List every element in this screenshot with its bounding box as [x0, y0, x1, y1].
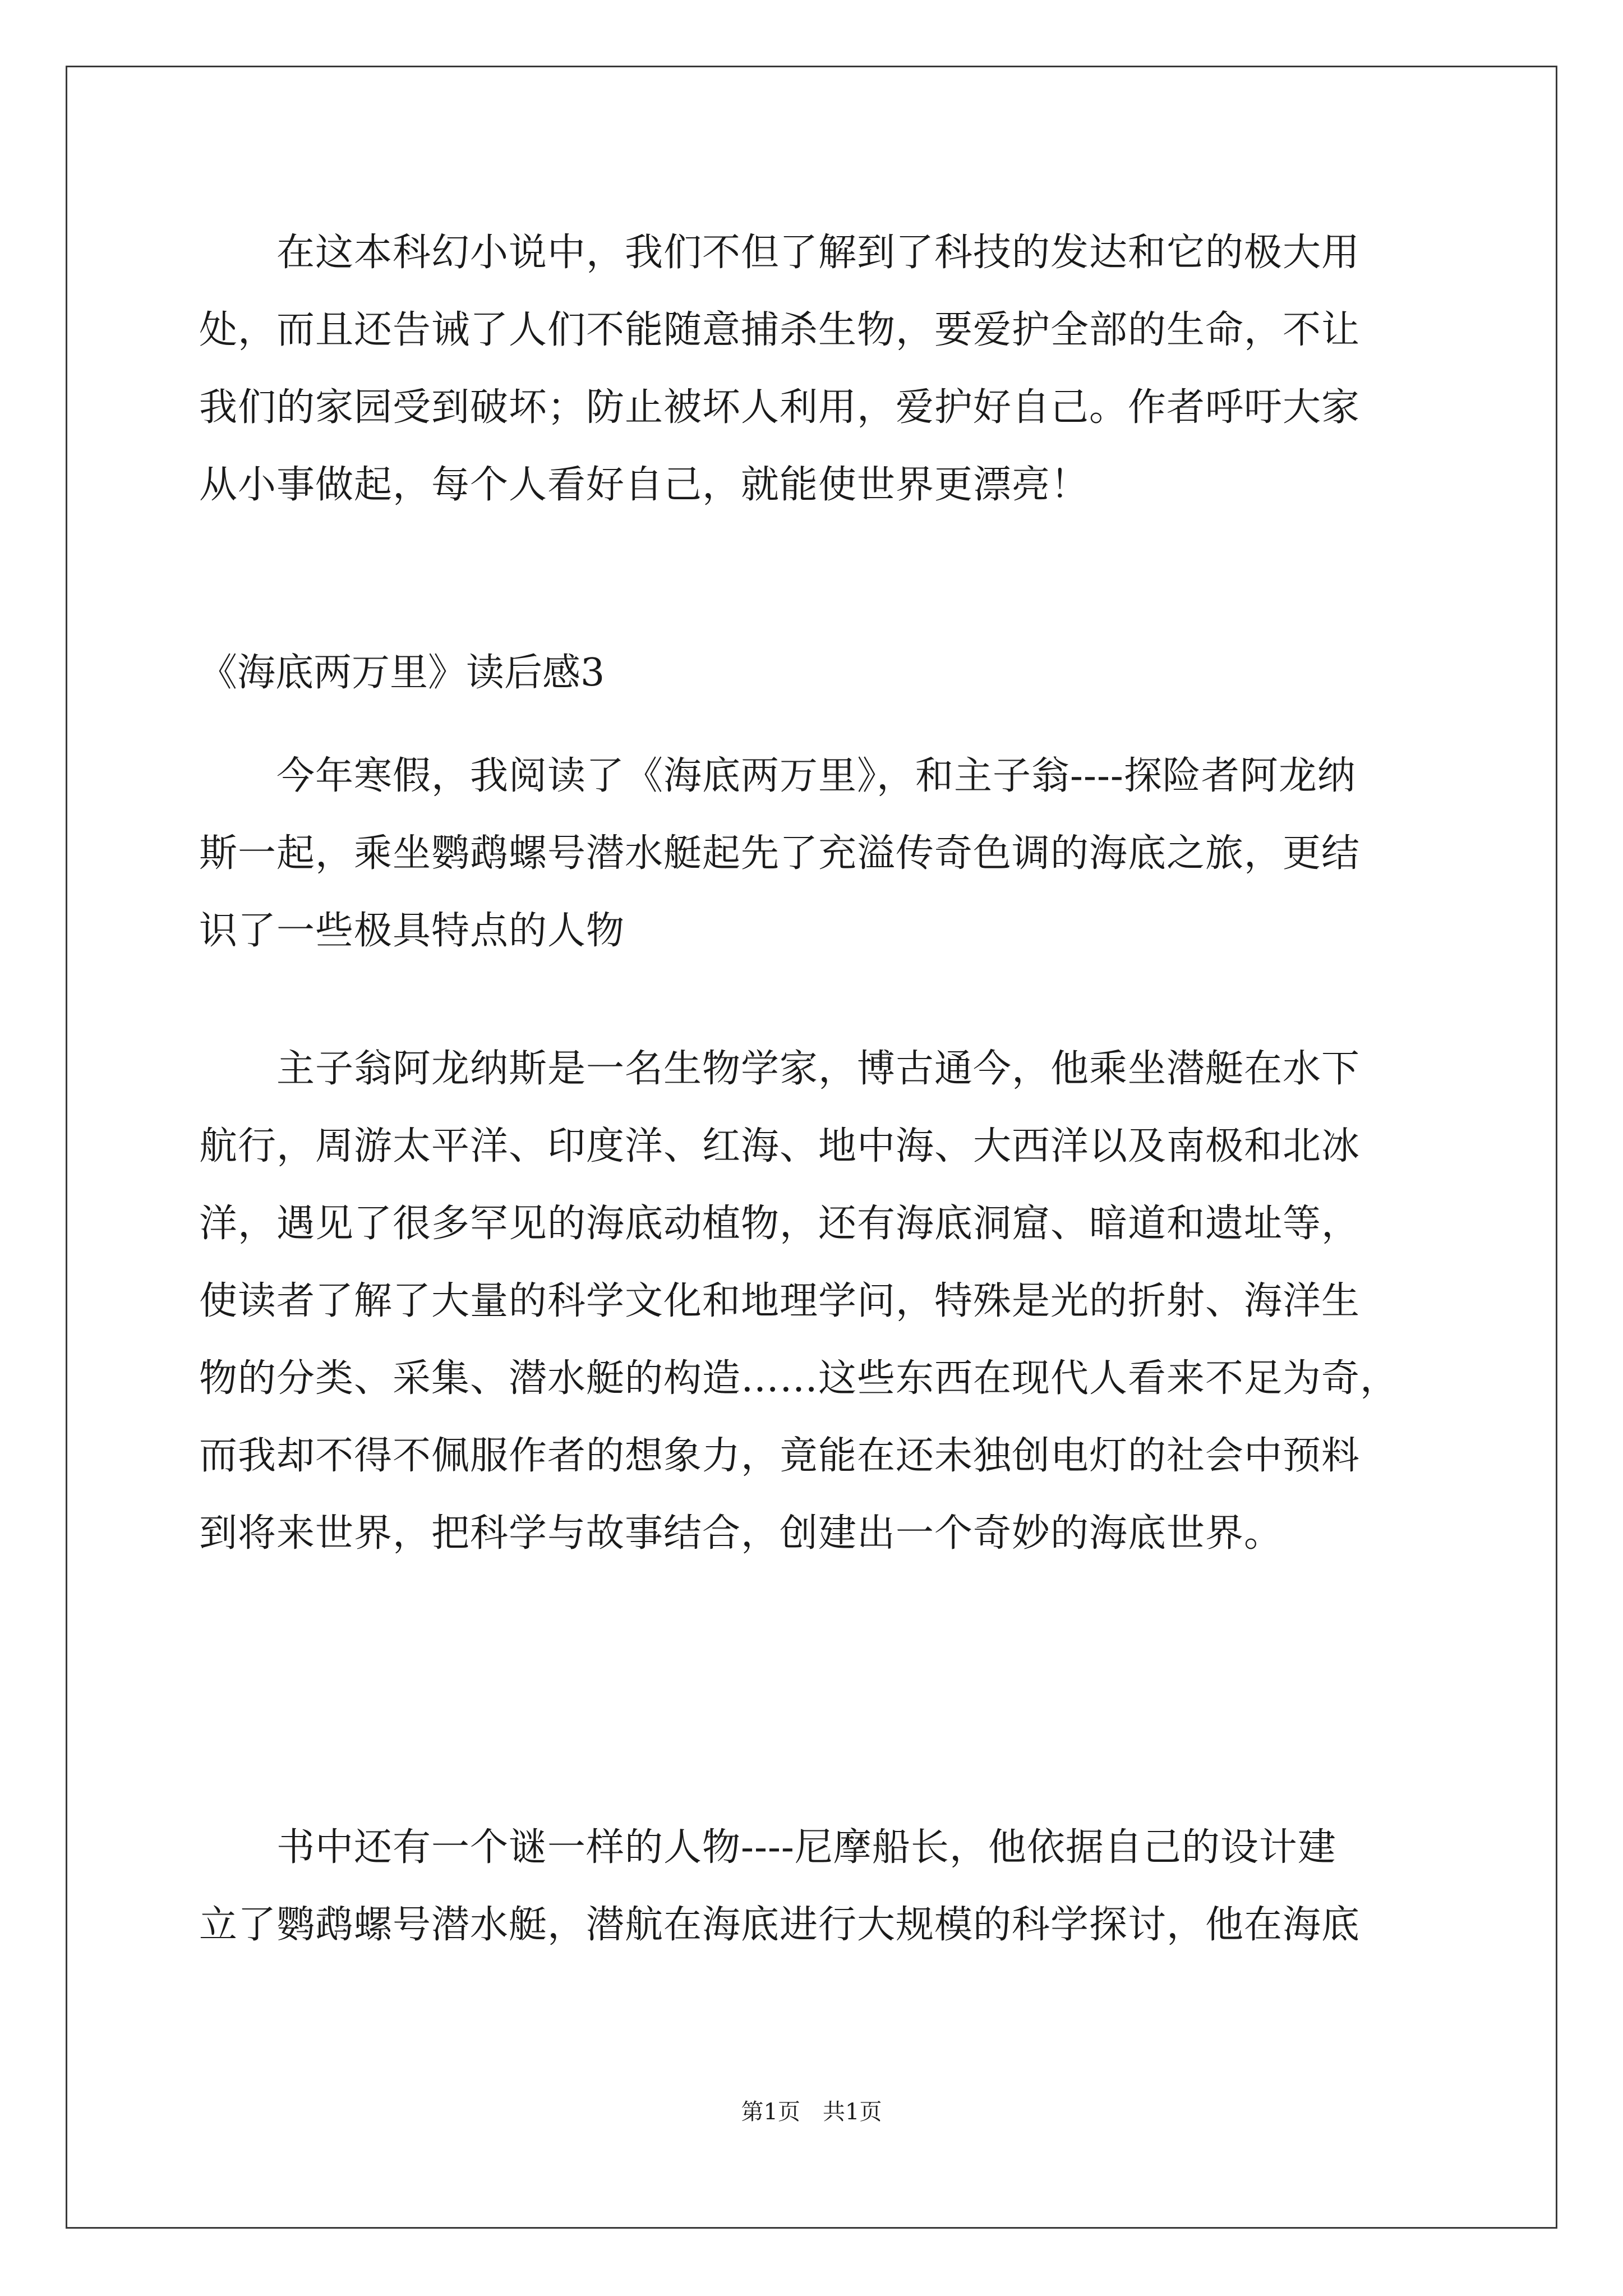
text-line: 而我却不得不佩服作者的想象力，竟能在还未独创电灯的社会中预料	[199, 1434, 1361, 1478]
text-line: 从小事做起，每个人看好自己，就能使世界更漂亮！	[199, 463, 1090, 507]
page-number-footer: 第1页 共1页	[741, 2099, 882, 2125]
text-line: 在这本科幻小说中，我们不但了解到了科技的发达和它的极大用	[199, 231, 1361, 275]
text-line: 处，而且还告诫了人们不能随意捕杀生物，要爱护全部的生命，不让	[199, 308, 1361, 352]
paragraph-3	[199, 1030, 1427, 1572]
text-line: 我们的家园受到破坏；防止被坏人利用，爱护好自己。作者呼吁大家	[199, 385, 1361, 430]
text-line: 主子翁阿龙纳斯是一名生物学家，博古通今，他乘坐潜艇在水下	[199, 1047, 1361, 1091]
text-line: 到将来世界，把科学与故事结合，创建出一个奇妙的海底世界。	[199, 1511, 1283, 1556]
text-line: 洋，遇见了很多罕见的海底动植物，还有海底洞窟、暗道和遗址等，	[199, 1202, 1361, 1246]
paragraph-4	[199, 1809, 1427, 1964]
text-line: 航行，周游太平洋、印度洋、红海、地中海、大西洋以及南极和北冰	[199, 1124, 1361, 1168]
text-line: 物的分类、采集、潜水艇的构造……这些东西在现代人看来不足为奇，	[199, 1356, 1399, 1401]
paragraph-2	[199, 738, 1427, 970]
text-line: 书中还有一个谜一样的人物----尼摩船长，他依据自己的设计建	[199, 1825, 1336, 1870]
section-heading: 《海底两万里》读后感3	[199, 651, 605, 695]
text-line: 斯一起，乘坐鹦鹉螺号潜水艇起先了充溢传奇色调的海底之旅，更结	[199, 831, 1361, 876]
text-line: 识了一些极具特点的人物	[199, 909, 625, 953]
paragraph-1	[199, 214, 1427, 524]
text-line: 今年寒假，我阅读了《海底两万里》，和主子翁----探险者阿龙纳	[199, 754, 1356, 798]
text-line: 立了鹦鹉螺号潜水艇，潜航在海底进行大规模的科学探讨，他在海底	[199, 1903, 1361, 1947]
text-line: 使读者了解了大量的科学文化和地理学问，特殊是光的折射、海洋生	[199, 1279, 1361, 1323]
